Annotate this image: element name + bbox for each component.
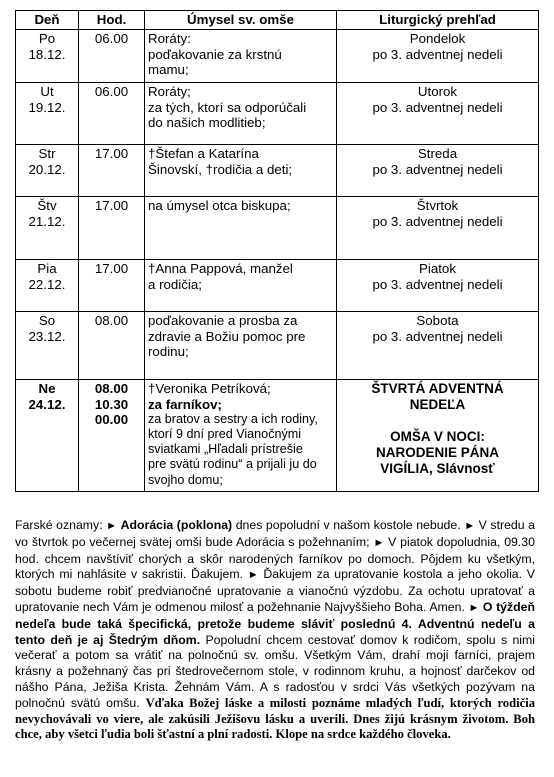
header-time: Hod. — [79, 11, 145, 30]
mass-schedule-table — [15, 10, 539, 492]
liturgy-day: Sobota — [416, 313, 459, 329]
intention-line: za farníkov; — [148, 396, 222, 412]
day-name: So — [38, 313, 56, 329]
table-row — [16, 197, 539, 260]
intention-line: poďakovanie za krstnú — [148, 46, 282, 62]
header-intention: Úmysel sv. omše — [145, 11, 337, 30]
table-row — [16, 145, 539, 197]
liturgy-day: Piatok — [419, 261, 456, 277]
intention-line: poďakovanie a prosba za — [148, 313, 298, 329]
liturgy-line: OMŠA V NOCI: — [390, 429, 485, 445]
table-row — [16, 30, 539, 83]
intention-line: ktorí 9 dní pred Vianočnými — [148, 427, 302, 442]
arrow-icon: ► — [247, 569, 259, 582]
intention-line: Roráty: — [148, 31, 191, 47]
day-date: 19.12. — [28, 99, 66, 115]
intention-line: na úmysel otca biskupa; — [148, 198, 291, 214]
intention-line: †Anna Pappová, manžel — [148, 261, 293, 277]
mass-time: 06.00 — [94, 31, 129, 47]
day-date: 24.12. — [28, 396, 66, 412]
arrow-icon: ► — [373, 536, 385, 549]
intention-line: Roráty; — [148, 84, 191, 100]
liturgy-spacer — [340, 413, 535, 429]
header-day: Deň — [16, 11, 79, 30]
table-header-row — [16, 11, 539, 30]
day-date: 20.12. — [28, 161, 66, 177]
intention-line: svojho domu; — [148, 472, 223, 487]
table-row — [16, 83, 539, 145]
liturgy-day: Pondelok — [409, 31, 466, 47]
liturgy-line: VIGÍLIA, Slávnosť — [380, 461, 495, 477]
announcement-text: Ďakujem za upratovanie kostola a jeho okolia. V sobotu budeme robiť predvianočné upratovanie a vianočnú výzdobu. Za ochotu upratovať a upratovanie nech Vám je odmenou milosť a požehnanie Najvyššieho Boha. Amen. — [15, 567, 535, 614]
liturgy-week: po 3. adventnej nedeli — [372, 46, 503, 62]
mass-time: 17.00 — [94, 261, 129, 277]
mass-time: 06.00 — [94, 84, 129, 100]
day-name: Str — [38, 146, 56, 162]
liturgy-day: Streda — [417, 146, 458, 162]
day-name: Ne — [38, 381, 56, 397]
closing-message: Vďaka Božej láske a milosti poznáme mladých ľudí, ktorých rodičia nevychovávali vo viere, ale zakúsili Ježišovu lásku a uverili. Dnes žijú krásnym životom. Boh chce, aby všetci ľudia boli šťastní a plní radosti. Klope na srdce každého človeka. — [15, 695, 535, 742]
intention-line: mamu; — [148, 62, 189, 78]
intention-line: za bratov a sestry a ich rodiny, — [148, 411, 318, 426]
liturgy-line: NARODENIE PÁNA — [375, 445, 499, 461]
liturgy-day: Utorok — [417, 84, 458, 100]
adoration-title: Adorácia (poklona) — [120, 518, 233, 532]
day-name: Pia — [37, 261, 57, 277]
table-row — [16, 312, 539, 380]
header-liturgy: Liturgický prehľad — [337, 11, 539, 30]
announcement-text: V stredu a vo štvrtok po večernej svätej omši bude Adorácia s požehnaním; — [15, 518, 536, 549]
day-date: 21.12. — [28, 213, 66, 229]
arrow-icon: ► — [468, 601, 480, 614]
announcement-text: V piatok dopoludnia, 09.30 hod. chcem navštíviť chorých a skôr narodených farníkov po domoch. Pôjdem ku všetkým, ktorých mi nahlásite v sakristii. Ďakujem. — [15, 534, 535, 582]
intention-line: do našich modlitieb; — [148, 115, 266, 131]
intention-line: rodinu; — [148, 344, 189, 360]
day-date: 18.12. — [28, 46, 66, 62]
liturgy-day: Štvrtok — [416, 198, 459, 214]
announcement-bold-text: O týždeň nedeľa bude taká špecifická, pretože budeme sláviť poslednú 4. Adventnú nedeľu a tento deň je aj Štedrým dňom. — [15, 599, 536, 647]
liturgy-week: po 3. adventnej nedeli — [372, 99, 503, 115]
liturgy-week: po 3. adventnej nedeli — [372, 161, 503, 177]
intention-line: zdravie a Božiu pomoc pre — [148, 328, 306, 344]
liturgy-week: po 3. adventnej nedeli — [372, 276, 503, 292]
arrow-icon: ► — [464, 520, 476, 532]
table-row — [16, 260, 539, 312]
intention-line: †Veronika Petríková; — [148, 381, 271, 397]
liturgy-week: po 3. adventnej nedeli — [372, 328, 503, 344]
day-date: 22.12. — [28, 276, 66, 292]
parish-announcements — [15, 518, 535, 743]
announcement-text: Popoludní chcem cestovať domov k rodičom, spolu s nimi večerať a potom sa vrátiť na polnočnú sv. omšu. Všetkým Vám, drahí moji farníci, prajem krásny a požehnaný čas pri štedrovečernom stole, v rodinnom kruhu, a hojnosť darčekov od nášho Pána, Ježiša Krista. Žehnám Vám. A s radosťou v srdci Vás všetkých pozývam na polnočnú svätú omšu. — [15, 632, 535, 710]
arrow-icon: ► — [106, 520, 118, 532]
intention-line: Šinovskí, †rodičia a deti; — [148, 161, 293, 177]
intention-line: pre svätú rodinu“ a prijali ju do — [148, 457, 317, 472]
mass-time: 17.00 — [94, 146, 129, 162]
announcements-label: Farské oznamy: — [15, 518, 107, 532]
intention-line: za tých, ktorí sa odporúčali — [148, 99, 307, 115]
day-name: Ut — [40, 84, 54, 100]
mass-time: 10.30 — [94, 396, 129, 412]
mass-time: 17.00 — [94, 198, 129, 214]
intention-line: †Štefan a Katarína — [148, 146, 259, 162]
announcement-text: dnes popoludní v našom kostole nebude. — [232, 518, 465, 532]
intention-line: sviatkami „Hľadali prístrešie — [148, 442, 303, 457]
mass-time: 08.00 — [94, 313, 129, 329]
day-name: Po — [38, 31, 56, 47]
table-row — [16, 380, 539, 492]
mass-time: 00.00 — [94, 412, 129, 428]
mass-time: 08.00 — [94, 381, 129, 397]
liturgy-line: ŠTVRTÁ ADVENTNÁ — [371, 381, 504, 397]
day-date: 23.12. — [28, 328, 66, 344]
intention-line: a rodičia; — [148, 276, 202, 292]
day-name: Štv — [37, 198, 57, 214]
liturgy-line: NEDEĽA — [409, 397, 466, 413]
liturgy-week: po 3. adventnej nedeli — [372, 213, 503, 229]
